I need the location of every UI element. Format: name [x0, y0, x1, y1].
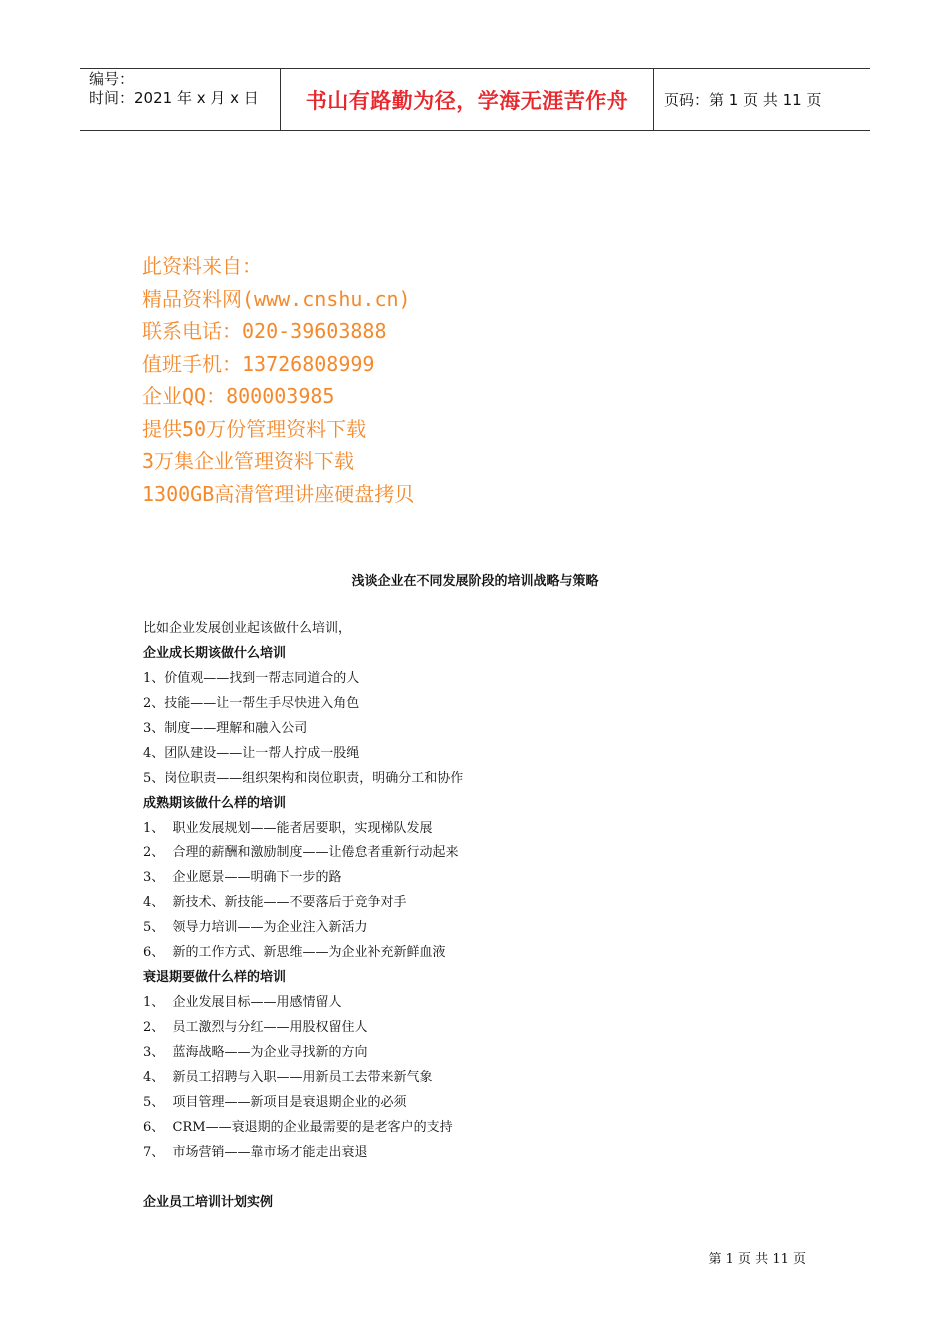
promo-line: 企业QQ：800003985	[142, 384, 335, 408]
page-footer: 第 1 页 共 11 页	[708, 1252, 806, 1267]
header-page-cell	[654, 69, 870, 130]
section-heading: 衰退期要做什么样的培训	[143, 970, 287, 986]
header-meta-cell	[80, 69, 281, 130]
document-code-label: 编号：	[89, 70, 135, 88]
body-line: 2、技能——让一帮生手尽快进入角色	[143, 695, 360, 711]
body-line: 5、 领导力培训——为企业注入新活力	[143, 920, 368, 936]
body-line: 4、 新员工招聘与入职——用新员工去带来新气象	[143, 1069, 433, 1085]
promo-line: 联系电话：020-39603888	[142, 319, 387, 343]
body-line: 5、 项目管理——新项目是衰退期企业的必须	[143, 1094, 407, 1110]
document-body	[143, 617, 463, 1216]
body-line	[143, 1166, 463, 1191]
body-line: 1、 职业发展规划——能者居要职，实现梯队发展	[143, 820, 433, 836]
body-line: 6、 新的工作方式、新思维——为企业补充新鲜血液	[143, 945, 446, 961]
promo-block	[142, 250, 414, 510]
document-title: 浅谈企业在不同发展阶段的培训战略与策略	[351, 574, 599, 589]
body-line: 2、 合理的薪酬和激励制度——让倦怠者重新行动起来	[143, 845, 459, 861]
body-line: 3、制度——理解和融入公司	[143, 720, 308, 736]
body-line: 2、 员工激烈与分红——用股权留住人	[143, 1020, 368, 1035]
page-header	[80, 68, 870, 131]
promo-line: 1300GB高清管理讲座硬盘拷贝	[142, 481, 415, 506]
body-line: 6、 CRM——衰退期的企业最需要的是老客户的支持	[143, 1119, 453, 1135]
header-motto-cell	[281, 69, 654, 130]
promo-line: 此资料来自：	[142, 254, 262, 278]
body-line: 4、团队建设——让一帮人拧成一股绳	[143, 745, 360, 761]
body-line: 7、 市场营销——靠市场才能走出衰退	[143, 1144, 368, 1160]
body-line: 4、 新技术、新技能——不要落后于竞争对手	[143, 895, 407, 911]
section-heading: 企业成长期该做什么培训	[143, 645, 287, 661]
body-line: 3、 蓝海战略——为企业寻找新的方向	[143, 1044, 368, 1060]
promo-line: 提供50万份管理资料下载	[142, 416, 367, 441]
body-line: 1、 企业发展目标——用感情留人	[143, 995, 342, 1011]
body-line: 比如企业发展创业起该做什么培训，	[143, 621, 352, 636]
section-heading: 企业员工培训计划实例	[143, 1194, 274, 1210]
body-line: 3、 企业愿景——明确下一步的路	[143, 870, 342, 886]
body-line: 5、岗位职责——组织架构和岗位职责，明确分工和协作	[143, 770, 464, 786]
section-heading: 成熟期该做什么样的培训	[143, 795, 287, 811]
promo-line: 3万集企业管理资料下载	[142, 449, 355, 473]
body-line: 1、价值观——找到一帮志同道合的人	[143, 670, 360, 686]
document-date: 时间：2021 年 x 月 x 日	[89, 89, 259, 107]
promo-line: 精品资料网(www.cnshu.cn)	[142, 286, 411, 311]
promo-line: 值班手机：13726808999	[142, 351, 375, 376]
header-page-info: 页码：第 1 页 共 11 页	[664, 91, 822, 109]
motto-text: 书山有路勤为径，学海无涯苦作舟	[305, 88, 629, 113]
